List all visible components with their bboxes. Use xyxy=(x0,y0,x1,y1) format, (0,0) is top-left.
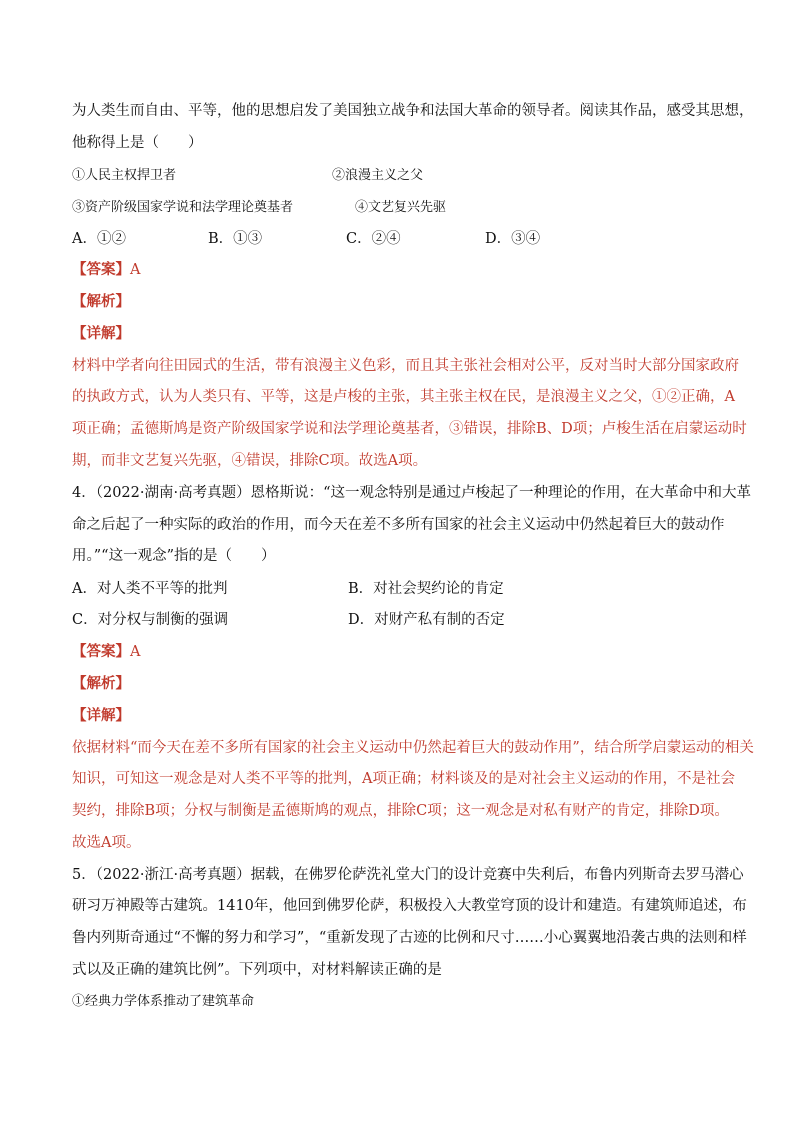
q4-detail-line-4: 故选A项。 xyxy=(72,835,141,851)
q3-option-2: ②浪漫主义之父 xyxy=(332,168,424,183)
q4-answer-label: 【答案】 xyxy=(72,643,130,660)
q3-detail-line-4: 期，而非文艺复兴先驱，④错误，排除C项。故选A项。 xyxy=(72,453,428,469)
q3-option-4: ④文艺复兴先驱 xyxy=(355,200,447,215)
q4-detail-label: 【详解】 xyxy=(72,707,130,724)
q4-stem-line-1: 4．（2022·湖南·高考真题）恩格斯说：“这一观念特别是通过卢梭起了一种理论的作用，在大革命中和大革 xyxy=(72,485,752,501)
q3-analysis-label: 【解析】 xyxy=(72,293,130,310)
q5-stem-line-3: 鲁内列斯奇通过“不懈的努力和学习”，“重新发现了古迹的比例和尺寸……小心翼翼地沿袭古典的法则和样 xyxy=(72,930,747,946)
q3-choice-d: D．③④ xyxy=(485,231,541,247)
q3-choice-a: A．①② xyxy=(72,231,126,247)
q5-stem-line-4: 式以及正确的建筑比例”。下列项中，对材料解读正确的是 xyxy=(72,962,442,978)
q4-choice-c: C．对分权与制衡的强调 xyxy=(72,612,229,628)
q5-stem-line-2: 研习万神殿等古建筑。1410年，他回到佛罗伦萨，积极投入大教堂穹顶的设计和建造。有建筑师追述，布 xyxy=(72,898,747,914)
q3-answer-value: A xyxy=(130,262,141,278)
q3-choice-b: B．①③ xyxy=(208,231,263,247)
q3-answer-label: 【答案】 xyxy=(72,261,130,278)
q4-detail-line-1: 依据材料“而今天在差不多所有国家的社会主义运动中仍然起着巨大的鼓动作用”，结合所学启蒙运动的相关 xyxy=(72,740,754,756)
q4-detail-line-3: 契约，排除B项；分权与制衡是孟德斯鸠的观点，排除C项；这一观念是对私有财产的肯定，排除D项。 xyxy=(72,803,729,819)
q3-option-1: ①人民主权捍卫者 xyxy=(72,168,177,183)
q4-choice-a: A．对人类不平等的批判 xyxy=(72,581,228,597)
q3-stem-line-1: 为人类生而自由、平等，他的思想启发了美国独立战争和法国大革命的领导者。阅读其作品，感受其思想， xyxy=(72,103,754,119)
q5-option-1: ①经典力学体系推动了建筑革命 xyxy=(72,994,255,1009)
q3-detail-line-2: 的执政方式，认为人类只有、平等，这是卢梭的主张，其主张主权在民，是浪漫主义之父，①②正确，A xyxy=(72,389,735,405)
q3-detail-label: 【详解】 xyxy=(72,325,130,342)
q4-answer-value: A xyxy=(130,644,141,660)
q3-detail-line-3: 项正确；孟德斯鸠是资产阶级国家学说和法学理论奠基者，③错误，排除B、D项；卢梭生活在启蒙运动时 xyxy=(72,421,747,437)
q4-stem-line-2: 命之后起了一种实际的政治的作用，而今天在差不多所有国家的社会主义运动中仍然起着巨大的鼓动作 xyxy=(72,517,725,533)
q3-answer xyxy=(72,260,140,280)
q4-choice-b: B．对社会契约论的肯定 xyxy=(348,581,504,597)
q4-analysis-label: 【解析】 xyxy=(72,675,130,692)
q3-stem-line-2: 他称得上是（ ） xyxy=(72,135,203,151)
q4-choice-d: D．对财产私有制的否定 xyxy=(348,612,505,628)
q3-choice-c: C．②④ xyxy=(346,231,401,247)
q4-detail-line-2: 知识，可知这一观念是对人类不平等的批判，A项正确；材料谈及的是对社会主义运动的作用，不是社会 xyxy=(72,771,735,787)
q3-detail-line-1: 材料中学者向往田园式的生活，带有浪漫主义色彩，而且其主张社会相对公平，反对当时大部分国家政府 xyxy=(72,358,739,374)
q4-answer xyxy=(72,642,140,662)
q5-stem-line-1: 5．（2022·浙江·高考真题）据载，在佛罗伦萨洗礼堂大门的设计竞赛中失利后，布鲁内列斯奇去罗马潜心 xyxy=(72,867,744,883)
q4-stem-line-3: 用。”“这一观念”指的是（ ） xyxy=(72,548,276,564)
q3-option-3: ③资产阶级国家学说和法学理论奠基者 xyxy=(72,200,294,215)
